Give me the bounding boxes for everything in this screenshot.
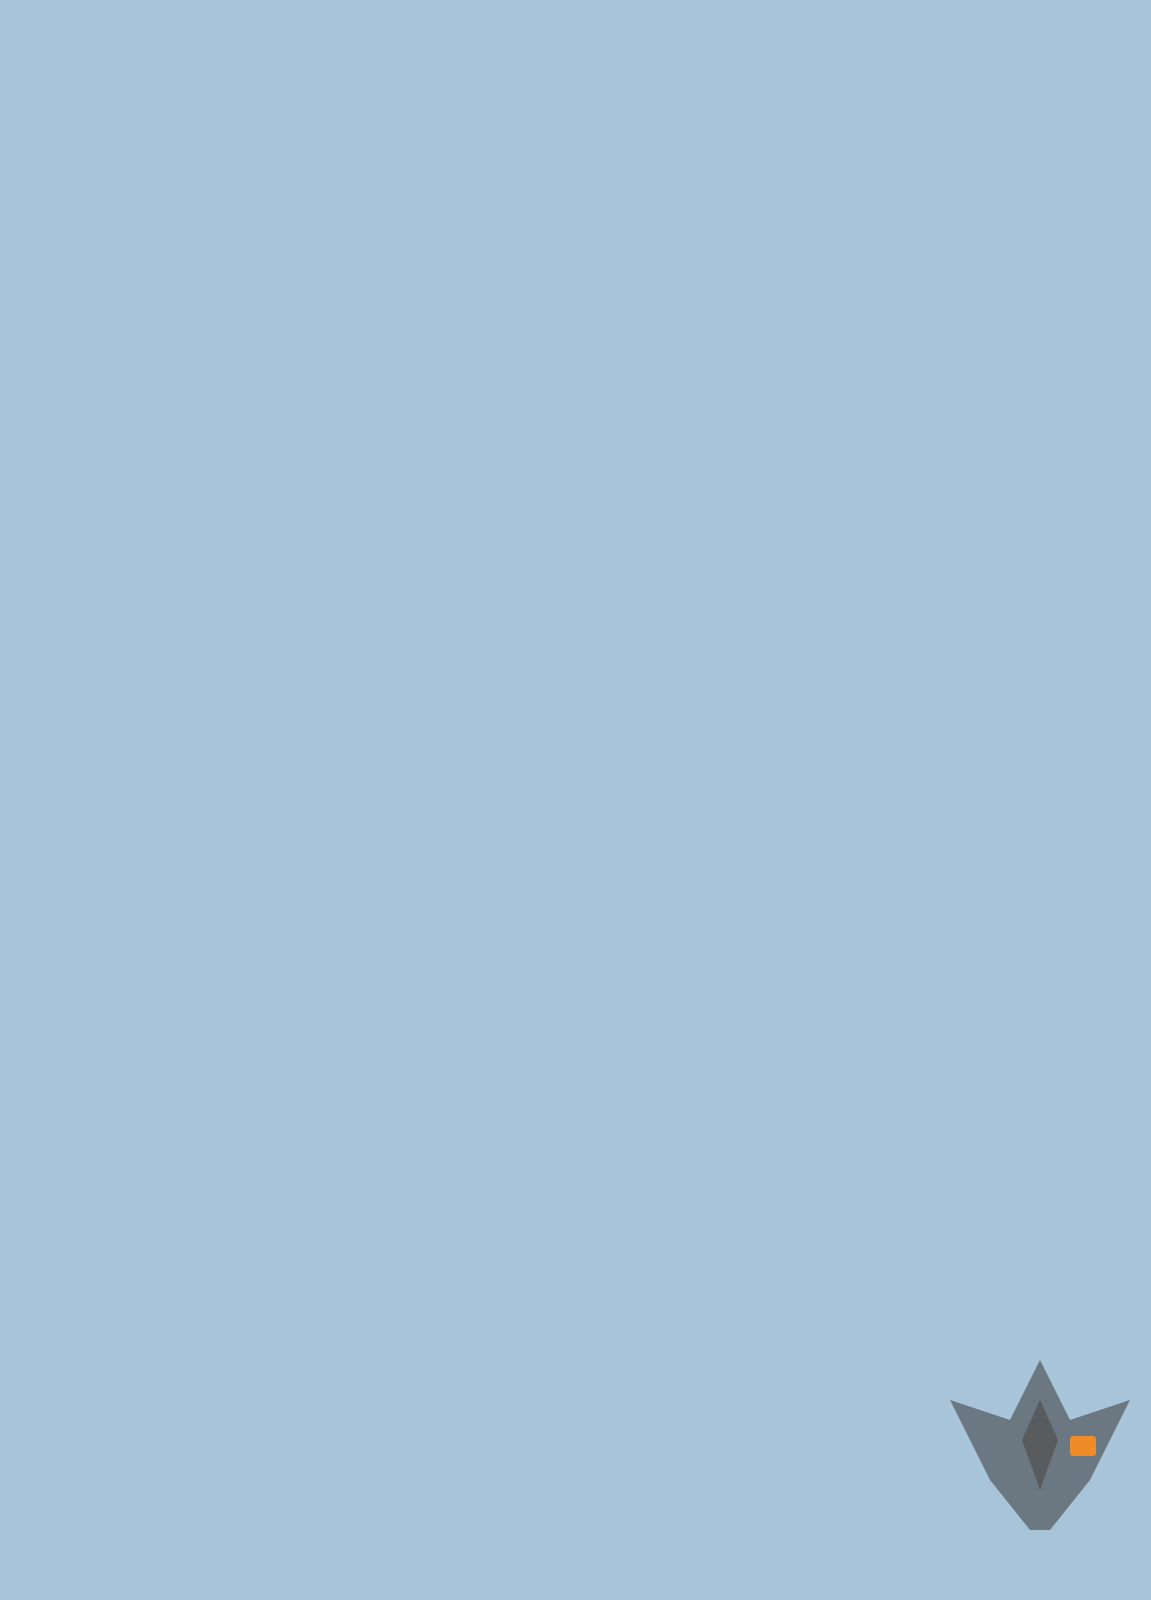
brand-badge — [1070, 1436, 1096, 1456]
wing-logo — [940, 1340, 1140, 1540]
